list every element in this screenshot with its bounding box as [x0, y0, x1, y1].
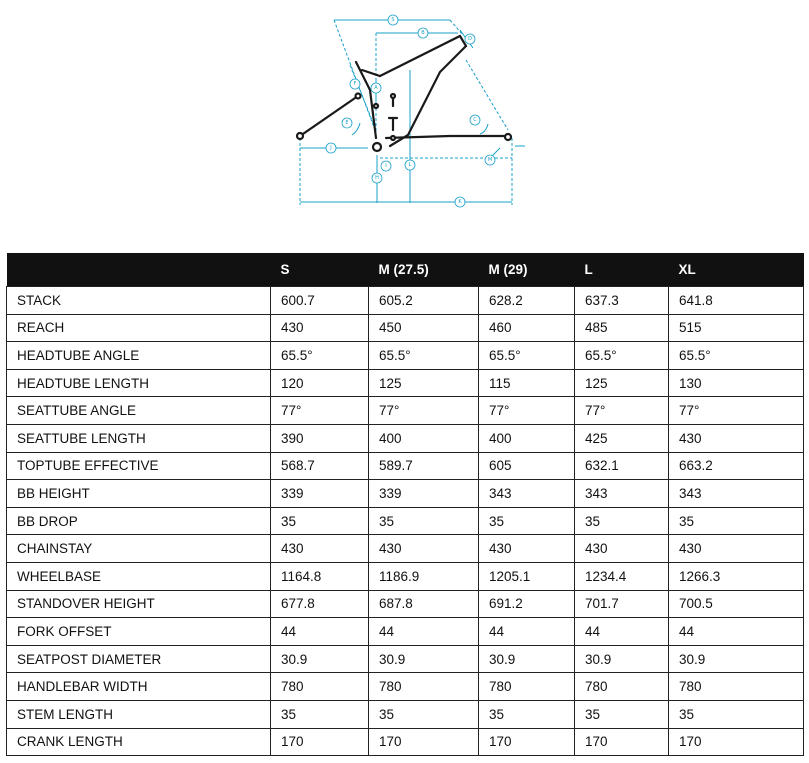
- table-cell: 632.1: [575, 452, 669, 480]
- table-row: [7, 535, 804, 563]
- svg-text:E: E: [345, 120, 349, 126]
- table-cell: 77°: [669, 397, 804, 425]
- table-cell: 115: [479, 369, 575, 397]
- table-cell: 35: [369, 700, 479, 728]
- label-a: [371, 83, 381, 93]
- table-row: [7, 287, 804, 315]
- header-cell: M (29): [479, 253, 575, 287]
- table-cell: 65.5°: [369, 342, 479, 370]
- table-row: [7, 618, 804, 646]
- table-cell: 44: [369, 618, 479, 646]
- geometry-diagram: [290, 10, 530, 215]
- table-cell: 1164.8: [271, 562, 369, 590]
- table-cell: 691.2: [479, 590, 575, 618]
- table-cell: 430: [575, 535, 669, 563]
- table-cell: 605: [479, 452, 575, 480]
- header-cell: S: [271, 253, 369, 287]
- table-cell: 1234.4: [575, 562, 669, 590]
- table-row: [7, 700, 804, 728]
- bike-frame: [297, 36, 511, 151]
- header-cell: L: [575, 253, 669, 287]
- table-cell: 339: [271, 480, 369, 508]
- row-label: BB DROP: [7, 507, 271, 535]
- table-cell: 35: [369, 507, 479, 535]
- row-label: CRANK LENGTH: [7, 728, 271, 756]
- header-cell: XL: [669, 253, 804, 287]
- table-row: [7, 728, 804, 756]
- table-header-row: [7, 253, 804, 287]
- row-label: FORK OFFSET: [7, 618, 271, 646]
- table-cell: 1205.1: [479, 562, 575, 590]
- table-cell: 44: [479, 618, 575, 646]
- table-cell: 663.2: [669, 452, 804, 480]
- table-cell: 35: [479, 507, 575, 535]
- row-label: CHAINSTAY: [7, 535, 271, 563]
- table-cell: 430: [669, 424, 804, 452]
- table-cell: 35: [479, 700, 575, 728]
- row-label: HEADTUBE ANGLE: [7, 342, 271, 370]
- table-row: [7, 452, 804, 480]
- table-cell: 780: [369, 673, 479, 701]
- table-cell: 44: [271, 618, 369, 646]
- table-cell: 44: [669, 618, 804, 646]
- svg-text:I: I: [385, 163, 387, 169]
- svg-text:H: H: [375, 175, 379, 181]
- table-cell: 600.7: [271, 287, 369, 315]
- table-cell: 430: [271, 535, 369, 563]
- table-cell: 125: [369, 369, 479, 397]
- label-l: [405, 160, 415, 170]
- table-cell: 35: [575, 507, 669, 535]
- label-j: [326, 143, 336, 153]
- table-cell: 425: [575, 424, 669, 452]
- table-cell: 780: [575, 673, 669, 701]
- table-cell: 120: [271, 369, 369, 397]
- svg-text:L: L: [408, 162, 412, 168]
- table-row: [7, 397, 804, 425]
- row-label: REACH: [7, 314, 271, 342]
- label-s: [388, 15, 398, 25]
- row-label: SEATTUBE LENGTH: [7, 424, 271, 452]
- table-cell: 35: [271, 700, 369, 728]
- table-cell: 430: [669, 535, 804, 563]
- table-cell: 35: [669, 700, 804, 728]
- svg-text:C: C: [473, 117, 477, 123]
- table-cell: 343: [479, 480, 575, 508]
- table-cell: 44: [575, 618, 669, 646]
- table-cell: 170: [669, 728, 804, 756]
- table-cell: 130: [669, 369, 804, 397]
- table-row: [7, 369, 804, 397]
- row-label: STEM LENGTH: [7, 700, 271, 728]
- svg-text:J: J: [330, 145, 332, 151]
- table-body: [7, 287, 804, 756]
- table-cell: 780: [271, 673, 369, 701]
- table-cell: 30.9: [669, 645, 804, 673]
- table-cell: 677.8: [271, 590, 369, 618]
- table-cell: 515: [669, 314, 804, 342]
- label-h: [372, 173, 382, 183]
- table-cell: 30.9: [369, 645, 479, 673]
- table-cell: 30.9: [479, 645, 575, 673]
- table-cell: 339: [369, 480, 479, 508]
- label-d: [465, 34, 475, 44]
- table-cell: 780: [479, 673, 575, 701]
- table-cell: 450: [369, 314, 479, 342]
- label-b: [418, 28, 428, 38]
- row-label: TOPTUBE EFFECTIVE: [7, 452, 271, 480]
- table-cell: 30.9: [271, 645, 369, 673]
- label-c: [470, 115, 480, 125]
- header-cell: [7, 253, 271, 287]
- geometry-table: [6, 253, 804, 756]
- row-label: SEATTUBE ANGLE: [7, 397, 271, 425]
- table-cell: 400: [369, 424, 479, 452]
- table-cell: 460: [479, 314, 575, 342]
- table-row: [7, 590, 804, 618]
- row-label: HANDLEBAR WIDTH: [7, 673, 271, 701]
- table-cell: 170: [271, 728, 369, 756]
- table-cell: 65.5°: [479, 342, 575, 370]
- table-cell: 687.8: [369, 590, 479, 618]
- table-cell: 170: [479, 728, 575, 756]
- table-cell: 77°: [575, 397, 669, 425]
- header-cell: M (27.5): [369, 253, 479, 287]
- table-cell: 628.2: [479, 287, 575, 315]
- table-cell: 568.7: [271, 452, 369, 480]
- label-f: [350, 79, 360, 89]
- table-cell: 170: [575, 728, 669, 756]
- row-label: STANDOVER HEIGHT: [7, 590, 271, 618]
- table-cell: 65.5°: [575, 342, 669, 370]
- row-label: SEATPOST DIAMETER: [7, 645, 271, 673]
- table-cell: 700.5: [669, 590, 804, 618]
- table-cell: 170: [369, 728, 479, 756]
- row-label: BB HEIGHT: [7, 480, 271, 508]
- table-cell: 430: [271, 314, 369, 342]
- table-cell: 30.9: [575, 645, 669, 673]
- table-cell: 430: [369, 535, 479, 563]
- table-cell: 1266.3: [669, 562, 804, 590]
- table-cell: 65.5°: [271, 342, 369, 370]
- svg-text:B: B: [421, 30, 425, 36]
- table-cell: 35: [669, 507, 804, 535]
- svg-text:K: K: [458, 199, 462, 205]
- table-cell: 343: [669, 480, 804, 508]
- svg-text:A: A: [374, 85, 378, 91]
- table-row: [7, 314, 804, 342]
- table-cell: 637.3: [575, 287, 669, 315]
- svg-text:M: M: [487, 157, 493, 163]
- table-cell: 589.7: [369, 452, 479, 480]
- table-row: [7, 424, 804, 452]
- table-row: [7, 673, 804, 701]
- label-k: [455, 197, 465, 207]
- table-cell: 77°: [271, 397, 369, 425]
- label-i: [381, 161, 391, 171]
- row-label: WHEELBASE: [7, 562, 271, 590]
- table-cell: 605.2: [369, 287, 479, 315]
- table-row: [7, 480, 804, 508]
- table-row: [7, 507, 804, 535]
- table-row: [7, 342, 804, 370]
- row-label: STACK: [7, 287, 271, 315]
- table-cell: 390: [271, 424, 369, 452]
- svg-text:D: D: [468, 36, 472, 42]
- table-cell: 641.8: [669, 287, 804, 315]
- table-row: [7, 562, 804, 590]
- table-cell: 343: [575, 480, 669, 508]
- label-m: [485, 155, 495, 165]
- row-label: HEADTUBE LENGTH: [7, 369, 271, 397]
- table-cell: 780: [669, 673, 804, 701]
- table-cell: 400: [479, 424, 575, 452]
- table-cell: 35: [575, 700, 669, 728]
- svg-text:F: F: [353, 81, 357, 87]
- table-cell: 35: [271, 507, 369, 535]
- table-row: [7, 645, 804, 673]
- table-cell: 65.5°: [669, 342, 804, 370]
- table-cell: 430: [479, 535, 575, 563]
- table-cell: 125: [575, 369, 669, 397]
- table-cell: 77°: [369, 397, 479, 425]
- table-cell: 701.7: [575, 590, 669, 618]
- table-cell: 77°: [479, 397, 575, 425]
- label-e: [342, 118, 352, 128]
- svg-text:S: S: [391, 17, 395, 23]
- table-cell: 1186.9: [369, 562, 479, 590]
- table-cell: 485: [575, 314, 669, 342]
